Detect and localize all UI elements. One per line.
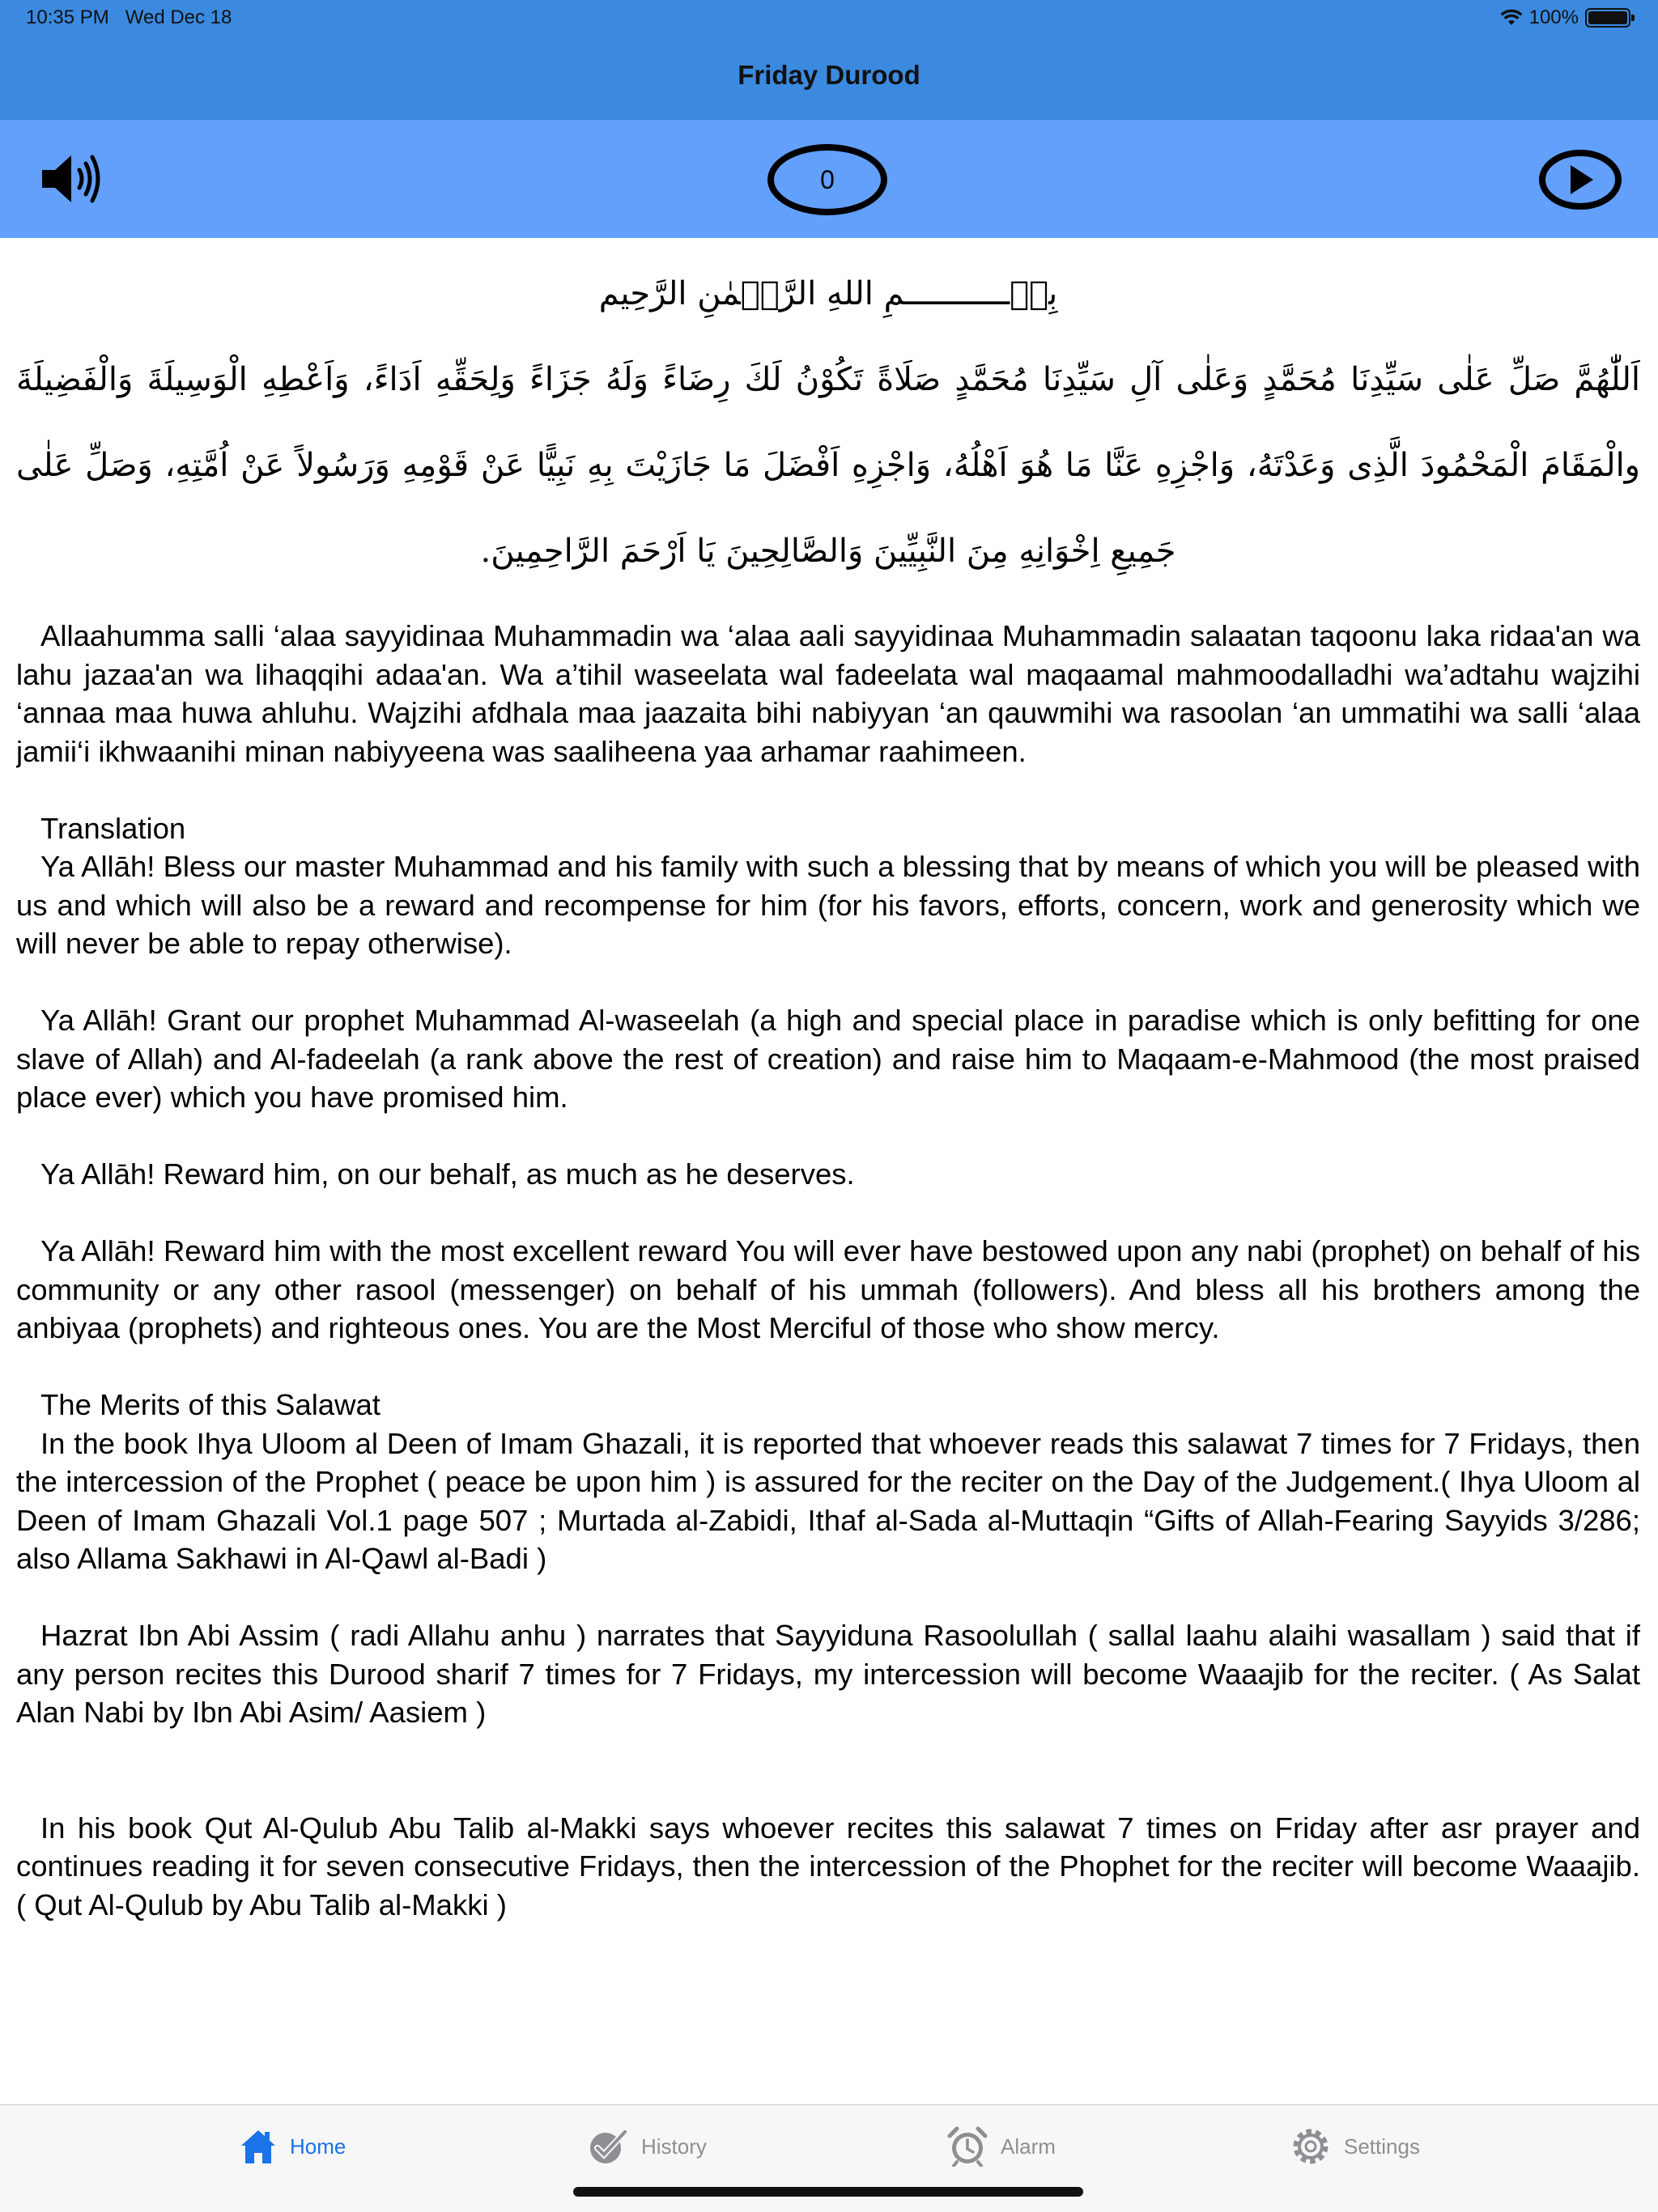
tab-alarm[interactable]	[947, 2126, 1056, 2167]
gear-icon	[1290, 2126, 1331, 2167]
tab-settings[interactable]	[1290, 2126, 1420, 2167]
arabic-durood: اَللّٰهُمَّ صَلِّ عَلٰى سَيِّدِنَا مُحَمَّدٍ وَعَلٰى آلِ سَيِّدِنَا مُحَمَّدٍ صَلَاةً تَكُوْنُ لَكَ رِضَاءً وَلَهُ جَزَاءً وَلِحَقِّهِ اَدَاءً، وَاَعْطِهِ الْوَسِيلَةَ وَالْفَضِيلَةَ والْمَقَامَ الْمَحْمُودَ الَّذِى وَعَدْتَهُ، وَاجْزِهِ عَنَّا مَا هُوَ اَهْلُهُ، وَاجْزِهِ اَفْضَلَ مَا جَازَيْتَ بِهِ نَبِيًّا عَنْ قَوْمِهِ وَرَسُولاً عَنْ اُمَّتِهِ، وَصَلِّ عَلٰى جَمِيعِ اِخْوَانِهِ مِنَ النَّبِيِّينَ وَالصَّالِحِينَ يَا اَرْحَمَ الرَّاحِمِينَ.	[16, 361, 1640, 570]
translation-paragraph-1: Ya Allāh! Bless our master Muhammad and his family with such a blessing that by means of which you will be pleased with us and which will also be a reward and recompense for him (for his favors, efforts, concern, work and generosity which we will never be able to repay otherwise).	[16, 850, 1640, 960]
home-icon	[240, 2128, 277, 2165]
status-bar-right	[1500, 6, 1630, 29]
tab-home[interactable]	[240, 2126, 346, 2167]
status-time: 10:35 PM	[26, 6, 109, 28]
tab-alarm-label: Alarm	[1001, 2133, 1056, 2159]
tab-home-label: Home	[290, 2133, 346, 2159]
tab-settings-label: Settings	[1344, 2133, 1420, 2159]
merits-paragraph-1: In the book Ihya Uloom al Deen of Imam Ghazali, it is reported that whoever reads this salawat 7 times for 7 Fridays, then the intercession of the Prophet ( peace be upon him ) is assured for the reciter on the Day of the Judgement.( Ihya Uloom al Deen of Imam Ghazali Vol.1 page 507 ; Murtada al-Zabidi, Ithaf al-Sada al-Muttaqin “Gifts of Allah-Fearing Sayyids 3/286; also Allama Sakhawi in Al-Qawl al-Badi )	[16, 1426, 1640, 1575]
speaker-icon[interactable]	[39, 151, 108, 207]
translation-paragraph-3: Ya Allāh! Reward him, on our behalf, as much as he deserves.	[40, 1157, 855, 1191]
play-icon[interactable]	[1538, 149, 1622, 210]
tab-history[interactable]	[588, 2126, 707, 2167]
durood-content	[16, 251, 1640, 2080]
merits-heading: The Merits of this Salawat	[40, 1388, 380, 1421]
translation-paragraph-2: Ya Allāh! Grant our prophet Muhammad Al-waseelah (a high and special place in paradise which is only befitting for one slave of Allah) and Al-fadeelah (a rank above the rest of creation) and raise him to Maqaam-e-Mahmood (the most praised place ever) which you have promised him.	[16, 1004, 1640, 1114]
translation-paragraph-4: Ya Allāh! Reward him with the most excellent reward You will ever have bestowed upon any nabi (prophet) on behalf of his community or any other rasool (messenger) on behalf of his ummah (followers). And bless all his brothers among the anbiyaa (prophets) and righteous ones. You are the Most Merciful of those who show mercy.	[16, 1234, 1640, 1344]
counter-button[interactable]	[767, 144, 887, 215]
alarm-clock-icon	[947, 2126, 988, 2167]
navigation-bar	[0, 0, 1658, 120]
wifi-icon	[1500, 9, 1523, 27]
checkmark-icon	[588, 2128, 628, 2165]
translation-heading: Translation	[40, 811, 186, 845]
counter-value: 0	[820, 164, 835, 194]
arabic-bismillah: بِسۡـــــــــــمِ اللهِ الرَّحۡمٰنِ الرَّحِيم	[598, 275, 1058, 312]
battery-icon	[1585, 8, 1630, 28]
arabic-text-block	[16, 251, 1640, 594]
status-bar-time	[26, 6, 232, 29]
tab-history-label: History	[641, 2133, 707, 2159]
status-date: Wed Dec 18	[125, 6, 232, 28]
transliteration-text: Allaahumma salli ‘alaa sayyidinaa Muhammadin wa ‘alaa aali sayyidinaa Muhammadin salaatan taqoonu laka ridaa'an wa lahu jazaa'an wa lihaqqihi adaa'an. Wa a’tihil waseelata wal fadeelata wal maqaamal mahmoodalladhi wa’adtahu wajzihi ‘annaa maa huwa ahluhu. Wajzihi afdhala maa jaazaita bihi nabiyyan ‘an qauwmihi wa rasoolan ‘an ummatihi wa salli ‘alaa jamii‘i ikhwaanihi minan nabiyyeena was saaliheena yaa arhamar raahimeen.	[16, 619, 1640, 768]
control-bar	[0, 120, 1658, 238]
merits-paragraph-3: In his book Qut Al-Qulub Abu Talib al-Makki says whoever recites this salawat 7 times on Friday after asr prayer and continues reading it for seven consecutive Fridays, then the intercession of the Phophet for the reciter will become Waaajib. ( Qut Al-Qulub by Abu Talib al-Makki )	[16, 1811, 1640, 1921]
battery-percent: 100%	[1528, 6, 1579, 28]
page-title: Friday Durood	[738, 60, 920, 90]
merits-paragraph-2: Hazrat Ibn Abi Assim ( radi Allahu anhu ) narrates that Sayyiduna Rasoolullah ( sallal laahu alaihi wasallam ) said that if any person recites this Durood sharif 7 times for 7 Fridays, my intercession will become Waaajib for the reciter. ( As Salat Alan Nabi by Ibn Abi Asim/ Aasiem )	[16, 1619, 1640, 1729]
home-indicator[interactable]	[573, 2187, 1083, 2197]
